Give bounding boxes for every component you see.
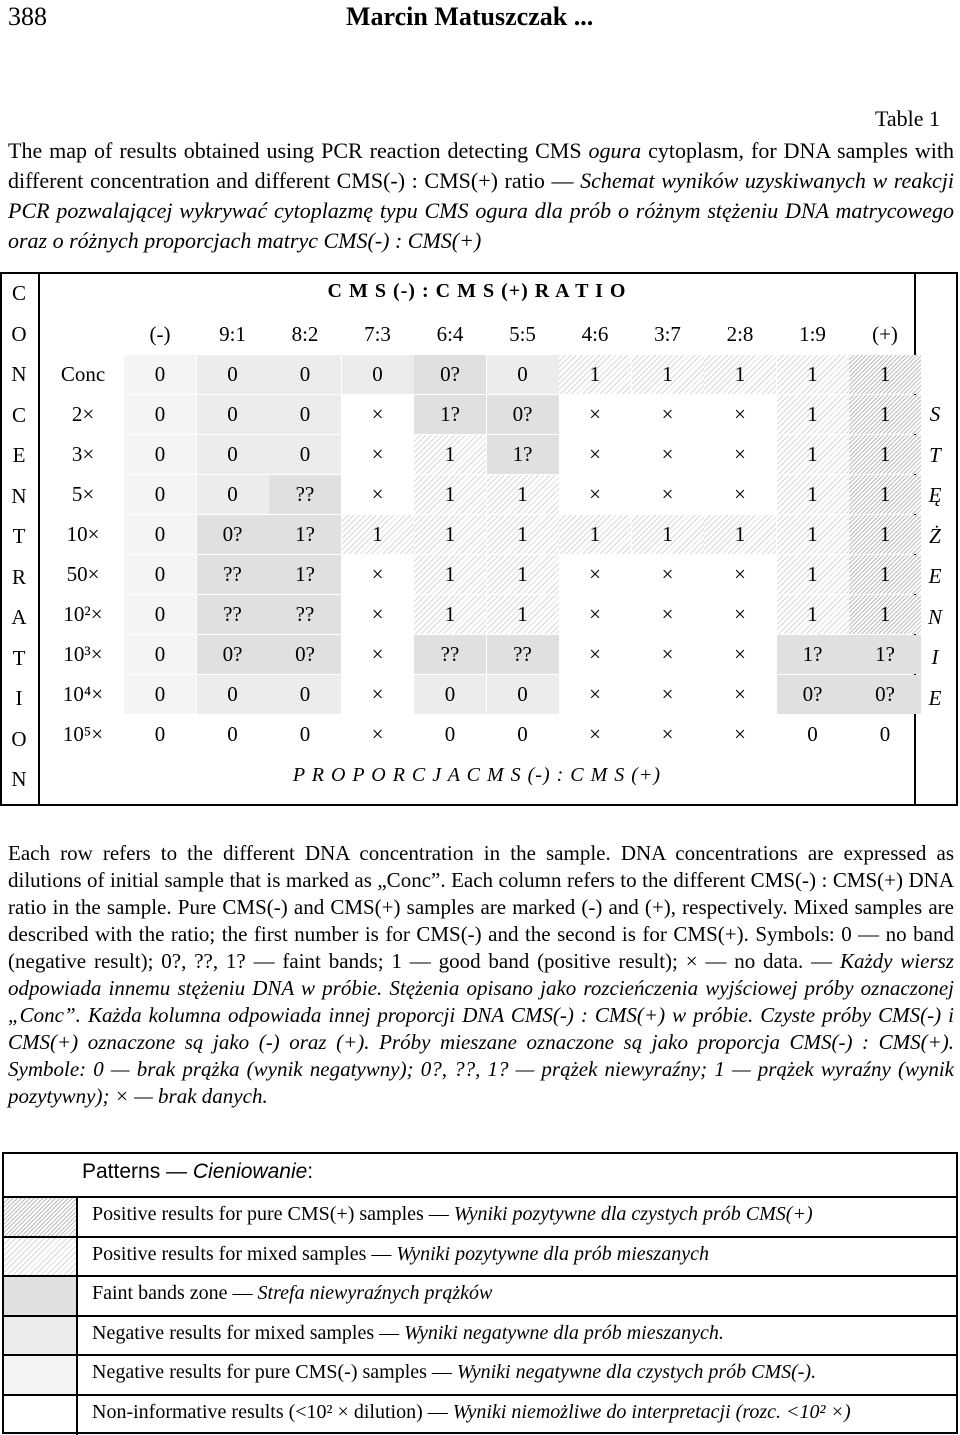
table-cell: 1 (777, 475, 849, 514)
row-label: 3× (71, 442, 95, 466)
legend-row (4, 1394, 956, 1435)
table-cell: 0 (487, 355, 559, 394)
table-cell: 0 (124, 515, 196, 554)
table-cell: 0 (269, 435, 341, 474)
right-axis-letter: I (931, 645, 939, 669)
table-cell: × (589, 722, 601, 746)
table-cell: × (371, 722, 384, 746)
table-cell: 0 (414, 675, 486, 714)
table-cell: 1 (849, 595, 921, 634)
table-cell: × (661, 602, 674, 626)
table-cell: 1 (414, 595, 486, 634)
table-cell: 1 (849, 395, 921, 434)
table-cell: 0 (124, 595, 196, 634)
left-axis-letter: A (11, 605, 27, 629)
left-axis-letter: R (11, 564, 26, 589)
ratio-title: C M S (-) : C M S (+) R A T I O (327, 280, 627, 302)
legend-text-pl: Wyniki pozytywne dla czystych prób CMS(+) (453, 1203, 813, 1225)
left-axis-letter: O (11, 726, 27, 751)
table-cell: 1 (849, 355, 921, 394)
caption-pl: Schemat wyników uzyskiwanych w reakcji PCR pozwalającej wykrywać cytoplazmę typu CMS ogura dla prób o różnym stężeniu DNA matrycowego oraz o różnych proporcjach matryc CMS(-) : CMS(+) (8, 168, 954, 253)
table-caption (8, 136, 954, 256)
table-cell: × (589, 602, 601, 626)
table-cell: × (734, 562, 746, 586)
table-cell: 1 (487, 475, 559, 514)
left-axis-letter: C (11, 402, 26, 427)
legend-row (4, 1275, 956, 1316)
table-cell: 0 (879, 722, 891, 746)
table-cell: 1? (777, 635, 849, 674)
table-cell: 1 (849, 475, 921, 514)
table-cell: × (734, 402, 746, 426)
legend-text-pl: Wyniki pozytywne dla prób mieszanych (396, 1242, 709, 1265)
table-cell: 1? (269, 515, 341, 554)
legend-swatch (4, 1317, 78, 1356)
legend-text-en: Negative results for mixed samples — (92, 1321, 405, 1344)
table-cell: 0 (124, 555, 196, 594)
legend-text-pl: Strefa niewyraźnych prążków (257, 1282, 493, 1304)
table-cell: 1 (704, 515, 776, 554)
table-cell: 0? (487, 395, 559, 434)
legend-text-pl: Wyniki negatywne dla prób mieszanych. (404, 1321, 724, 1344)
table-cell: 0 (124, 475, 196, 514)
column-header: 3:7 (654, 322, 681, 346)
table-cell: × (661, 682, 674, 706)
column-header: 4:6 (581, 322, 609, 346)
row-label: Conc (60, 362, 106, 386)
legend-title-pl: Cieniowanie (192, 1160, 308, 1183)
column-header: 9:1 (219, 322, 246, 346)
table-cell: 1? (269, 555, 341, 594)
right-axis-letter: Ż (929, 523, 941, 548)
running-head: Marcin Matuszczak ... (346, 2, 594, 31)
table-cell: 0 (807, 722, 818, 746)
table-cell: × (371, 642, 384, 666)
table-cell: × (734, 722, 746, 746)
table-cell: × (589, 562, 601, 586)
table-cell: × (734, 482, 746, 506)
legend-row (4, 1315, 956, 1356)
caption-en-2: cytoplasm, for DNA samples with different concentration and different CMS(-) : CMS(+) ratio — (8, 138, 955, 193)
table-cell: ?? (197, 555, 269, 594)
table-cell: 0? (777, 675, 849, 714)
legend-text (92, 1322, 724, 1345)
column-header: 8:2 (291, 322, 319, 346)
table-cell: 0 (197, 395, 269, 434)
caption-en-italic: ogura (588, 138, 642, 163)
table-cell: × (661, 442, 674, 466)
column-header: 2:8 (726, 322, 754, 346)
table-cell: 0 (342, 355, 414, 394)
table-cell: 1 (777, 395, 849, 434)
table-cell: 1 (487, 515, 559, 554)
table-label: Table 1 (874, 106, 940, 131)
table-cell: × (734, 642, 746, 666)
table-cell: × (734, 442, 746, 466)
table-cell: 1 (777, 435, 849, 474)
table-cell: × (371, 402, 384, 426)
legend-text-en: Non-informative results (<10² × dilution) — (92, 1400, 453, 1423)
right-axis-letter: S (929, 402, 941, 426)
table-cell: 0 (124, 355, 196, 394)
table-cell: 0? (197, 635, 269, 674)
legend-row (4, 1236, 956, 1277)
column-header: 7:3 (364, 322, 391, 346)
table-cell: × (661, 562, 674, 586)
table-notes (8, 840, 954, 1110)
table-cell: × (661, 482, 674, 506)
notes-en: Each row refers to the different DNA concentration in the sample. DNA concentrations are expressed as dilutions of initial sample that is marked as „Conc”. Each column refers to the different CMS(-) : CMS(+) DNA ratio in the sample. Pure CMS(-) and CMS(+) samples are marked (-) and (+), respectively. Mixed samples are described with the ratio; the first number is for CMS(-) and the second is for CMS(+). Symbols: 0 — no band (negative result); 0?, ??, 1? — faint bands; 1 — good band (positive result); × — no data. — (8, 841, 954, 973)
table-cell: 0? (414, 355, 486, 394)
legend-swatch (4, 1238, 78, 1277)
table-cell: 0 (269, 395, 341, 434)
column-header: 6:4 (436, 322, 464, 346)
table-cell: 1 (632, 355, 704, 394)
table-cell: 0 (197, 475, 269, 514)
left-axis-letter: N (11, 483, 27, 508)
legend-text (92, 1203, 813, 1226)
table-cell: ?? (269, 595, 341, 634)
right-axis-letter: E (928, 564, 942, 588)
table-cell: 1 (632, 515, 704, 554)
legend-text-en: Positive results for pure CMS(+) samples — (92, 1203, 454, 1225)
legend-text (92, 1361, 816, 1384)
table-cell: 1? (414, 395, 486, 434)
right-axis-letter: N (927, 604, 942, 629)
table-cell: 0? (197, 515, 269, 554)
legend-swatch (4, 1356, 78, 1395)
legend-text-pl: Wyniki niemożliwe do interpretacji (rozc. <10² ×) (452, 1400, 851, 1423)
table-cell: × (371, 602, 384, 626)
table-cell: 1 (487, 555, 559, 594)
column-header: 1:9 (799, 322, 826, 346)
left-axis-letter: I (15, 686, 23, 710)
table-cell: 0 (124, 635, 196, 674)
table-cell: 0 (444, 722, 456, 746)
right-axis-letter: T (929, 442, 941, 467)
legend-text (92, 1282, 492, 1305)
table-cell: 0? (849, 675, 921, 714)
row-label: 10²× (63, 602, 103, 626)
legend-text (92, 1401, 851, 1424)
legend-text-en: Negative results for pure CMS(-) samples — (92, 1361, 457, 1383)
table-cell: 1 (414, 435, 486, 474)
legend-text-en: Positive results for mixed samples — (92, 1242, 397, 1265)
table-cell: × (734, 602, 746, 626)
left-axis-letter: C (11, 281, 26, 305)
column-header: 5:5 (509, 322, 536, 346)
table-cell: × (371, 442, 384, 466)
row-label: 2× (71, 402, 95, 426)
table-cell: 1 (777, 355, 849, 394)
caption-en: The map of results obtained using PCR reaction detecting CMS (8, 138, 582, 163)
table-cell: 0 (154, 722, 166, 746)
table-cell: 0 (197, 675, 269, 714)
table-cell: 0 (197, 435, 269, 474)
results-table (0, 272, 958, 806)
table-cell: 1 (704, 355, 776, 394)
table-cell: ?? (487, 635, 559, 674)
table-cell: 0 (227, 722, 238, 746)
table-cell: ?? (414, 635, 486, 674)
table-cell: × (589, 482, 601, 506)
left-axis-letter: N (11, 362, 27, 386)
proporcja-title: P R O P O R C J A C M S (-) : C M S (+) (292, 764, 662, 786)
table-cell: 1? (849, 635, 921, 674)
table-cell: 1 (777, 595, 849, 634)
table-cell: 1 (487, 595, 559, 634)
table-cell: × (589, 682, 601, 706)
table-cell: 1 (414, 555, 486, 594)
left-axis-letter: O (11, 321, 27, 346)
row-label: 10⁵× (62, 722, 104, 746)
row-label: 50× (66, 562, 100, 586)
table-cell: ?? (269, 475, 341, 514)
table-cell: × (661, 722, 674, 746)
table-cell: × (371, 482, 384, 506)
table-cell: 0? (269, 635, 341, 674)
legend-title-en: Patterns — (82, 1160, 188, 1183)
table-cell: 0 (124, 395, 196, 434)
left-axis-letter: E (12, 443, 26, 467)
row-label: 10⁴× (62, 682, 104, 706)
table-cell: × (589, 402, 601, 426)
patterns-legend (2, 1152, 958, 1434)
table-cell: × (734, 682, 746, 706)
table-cell: × (589, 442, 601, 466)
table-cell: 1 (414, 515, 486, 554)
legend-title (82, 1160, 313, 1184)
table-cell: × (371, 562, 384, 586)
table-cell: 0 (124, 675, 196, 714)
table-cell: × (371, 682, 384, 706)
row-label: 10× (66, 522, 100, 546)
right-axis-letter: E (928, 685, 942, 710)
legend-text (92, 1243, 709, 1266)
right-axis-letter: Ę (928, 483, 942, 507)
legend-row (4, 1196, 956, 1237)
table-cell: 0 (197, 355, 269, 394)
left-axis-letter: T (12, 645, 26, 670)
table-cell: 1 (849, 555, 921, 594)
table-cell: × (661, 402, 674, 426)
legend-swatch (4, 1396, 78, 1435)
table-cell: 1? (487, 435, 559, 474)
page-number: 388 (8, 2, 47, 31)
row-label: 5× (71, 482, 95, 506)
table-cell: 1 (414, 475, 486, 514)
table-cell: 0 (269, 355, 341, 394)
legend-swatch (4, 1198, 78, 1237)
running-header (0, 2, 960, 34)
table-cell: 1 (849, 515, 921, 554)
table-cell: 1 (559, 515, 631, 554)
table-cell: 1 (342, 515, 414, 554)
table-cell: 1 (559, 355, 631, 394)
table-cell: ?? (197, 595, 269, 634)
table-cell: 0 (487, 675, 559, 714)
column-header: (+) (872, 322, 898, 346)
column-header: (-) (149, 322, 171, 346)
left-axis-letter: T (12, 524, 26, 548)
table-cell: × (589, 642, 601, 666)
table-cell: 0 (517, 722, 528, 746)
legend-text-pl: Wyniki negatywne dla czystych prób CMS(-). (456, 1361, 817, 1383)
table-cell: 0 (269, 675, 341, 714)
legend-title-colon: : (307, 1160, 314, 1183)
table-cell: 0 (124, 435, 196, 474)
table-cell: 1 (777, 555, 849, 594)
legend-text-en: Faint bands zone — (92, 1282, 258, 1304)
table-cell: 0 (299, 722, 311, 746)
row-label: 10³× (63, 642, 103, 666)
legend-row (4, 1354, 956, 1395)
notes-pl: Każdy wiersz odpowiada innemu stężeniu DNA w próbie. Stężenia opisano jako rozcieńczenia wyjściowej próby oznaczonej „Conc”. Każda kolumna odpowiada innej proporcji DNA CMS(-) : CMS(+) w próbie. Czyste próby CMS(-) i CMS(+) oznaczone są jako (-) oraz (+). Próby mieszane oznaczone są jako proporcja CMS(-) : CMS(+). Symbole: 0 — brak prążka (wynik negatywny); 0?, ??, 1? — prążek niewyraźny; 1 — prążek wyraźny (wynik pozytywny); × — brak danych. (8, 949, 954, 1108)
table-cell: 1 (849, 435, 921, 474)
table-cell: 1 (777, 515, 849, 554)
legend-swatch (4, 1277, 78, 1316)
left-axis-letter: N (11, 767, 27, 791)
table-cell: × (661, 642, 674, 666)
